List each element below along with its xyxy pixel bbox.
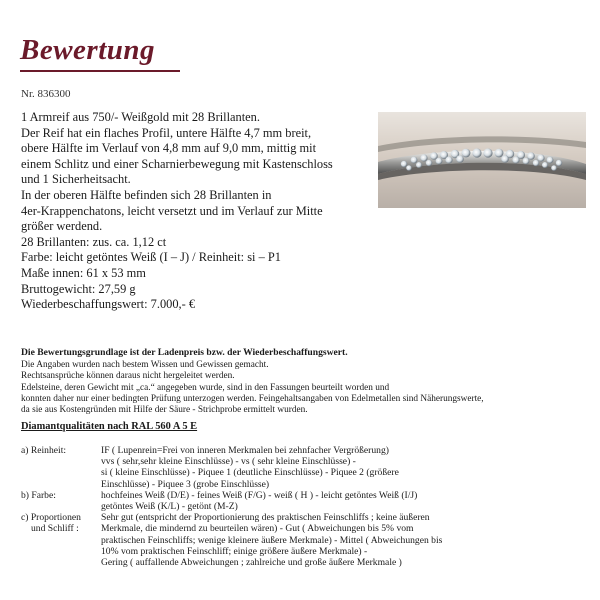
quality-line: Merkmale, die mindernd zu beurteilen wären) - Gut ( Abweichungen bis 5% vom — [101, 523, 414, 535]
quality-line: getöntes Weiß (K/L) - getönt (M-Z) — [101, 501, 238, 513]
quality-label: b) Farbe: — [21, 489, 56, 501]
quality-line: Einschlüsse) - Piquee 3 (grobe Einschlüsse) — [101, 478, 270, 490]
description-line: 4er-Krappenchatons, leicht versetzt und im Verlauf zur Mitte — [21, 203, 323, 218]
disclaimer-text — [21, 360, 586, 416]
quality-line: praktischen Feinschliffs; wenige kleinere äußere Merkmale) - Mittel ( Abweichungen bis — [101, 534, 443, 546]
description-line: Bruttogewicht: 27,59 g — [21, 281, 136, 296]
quality-text — [101, 512, 589, 568]
description-line: Wiederbeschaffungswert: 7.000,- € — [21, 297, 196, 312]
quality-label — [21, 512, 99, 534]
quality-label-line: c) Proportionen — [21, 512, 81, 524]
description-line: und 1 Sicherheitsacht. — [21, 172, 131, 187]
disclaimer-line: Edelsteine, deren Gewicht mit „ca.“ angegeben wurde, sind in den Fassungen beurteilt worden und — [21, 382, 390, 393]
valuation-basis-heading: Die Bewertungsgrundlage ist der Ladenpreis bzw. der Wiederbeschaffungswert. — [21, 347, 348, 358]
disclaimer-line: Die Angaben wurden nach bestem Wissen und Gewissen gemacht. — [21, 360, 269, 370]
description-line: In der oberen Hälfte befinden sich 28 Brillanten in — [21, 187, 272, 202]
title-underline — [20, 70, 180, 72]
description-line: 1 Armreif aus 750/- Weißgold mit 28 Brillanten. — [21, 110, 260, 124]
quality-row-color — [21, 490, 589, 512]
quality-text — [101, 445, 589, 490]
quality-line: 10% vom praktischen Feinschliff; einige größere äußere Merkmale) - — [101, 545, 368, 557]
description-line: 28 Brillanten: zus. ca. 1,12 ct — [21, 234, 167, 249]
quality-text — [101, 490, 589, 512]
quality-row-clarity — [21, 445, 589, 490]
description-line: Farbe: leicht getöntes Weiß (I – J) / Reinheit: si – P1 — [21, 250, 281, 265]
description-line: einem Schlitz und einer Scharnierbewegung mit Kastenschloss — [21, 156, 333, 171]
bracelet-illustration — [378, 112, 586, 208]
quality-label: a) Reinheit: — [21, 445, 67, 456]
disclaimer-line: konnten daher nur einer bedingten Prüfung unterzogen werden. Feingehaltsangaben von Edelmetallen sind Näherungswerte, — [21, 393, 484, 404]
quality-label-line: und Schliff : — [31, 523, 79, 535]
description-line: Der Reif hat ein flaches Profil, untere Hälfte 4,7 mm breit, — [21, 125, 312, 140]
quality-line: Sehr gut (entspricht der Proportionierung des praktischen Feinschliffs ; keine äußeren — [101, 512, 430, 524]
quality-line: si ( kleine Einschlüsse) - Piquee 1 (deutliche Einschlüsse) - Piquee 2 (größere — [101, 467, 399, 479]
quality-line: IF ( Lupenrein=Frei von inneren Merkmalen bei zehnfacher Vergrößerung) — [101, 445, 389, 456]
diamond-quality-heading: Diamantqualitäten nach RAL 560 A 5 E — [21, 421, 198, 432]
disclaimer-line: Rechtsansprüche können daraus nicht hergeleitet werden. — [21, 371, 235, 382]
diamond-quality-table — [21, 445, 589, 568]
page-title: Bewertung — [20, 34, 156, 66]
description-line: obere Hälfte im Verlauf von 4,8 mm auf 9,0 mm, mittig mit — [21, 141, 317, 156]
disclaimer-line: da sie aus Kostengründen mit Hilfe der Säure - Strichprobe ermittelt wurden. — [21, 405, 308, 416]
item-number: Nr. 836300 — [21, 88, 71, 100]
quality-row-cut — [21, 512, 589, 568]
bracelet-photo — [378, 112, 586, 208]
description-line: Maße innen: 61 x 53 mm — [21, 265, 146, 280]
quality-line: Gering ( auffallende Abweichungen ; zahlreiche und große äußere Merkmale ) — [101, 557, 402, 569]
item-description — [21, 110, 366, 313]
quality-line: vvs ( sehr,sehr kleine Einschlüsse) - vs ( sehr kleine Einschlüsse) - — [101, 456, 356, 468]
quality-line: hochfeines Weiß (D/E) - feines Weiß (F/G) - weiß ( H ) - leicht getöntes Weiß (I/J) — [101, 489, 418, 501]
description-line: größer werdend. — [21, 219, 103, 234]
